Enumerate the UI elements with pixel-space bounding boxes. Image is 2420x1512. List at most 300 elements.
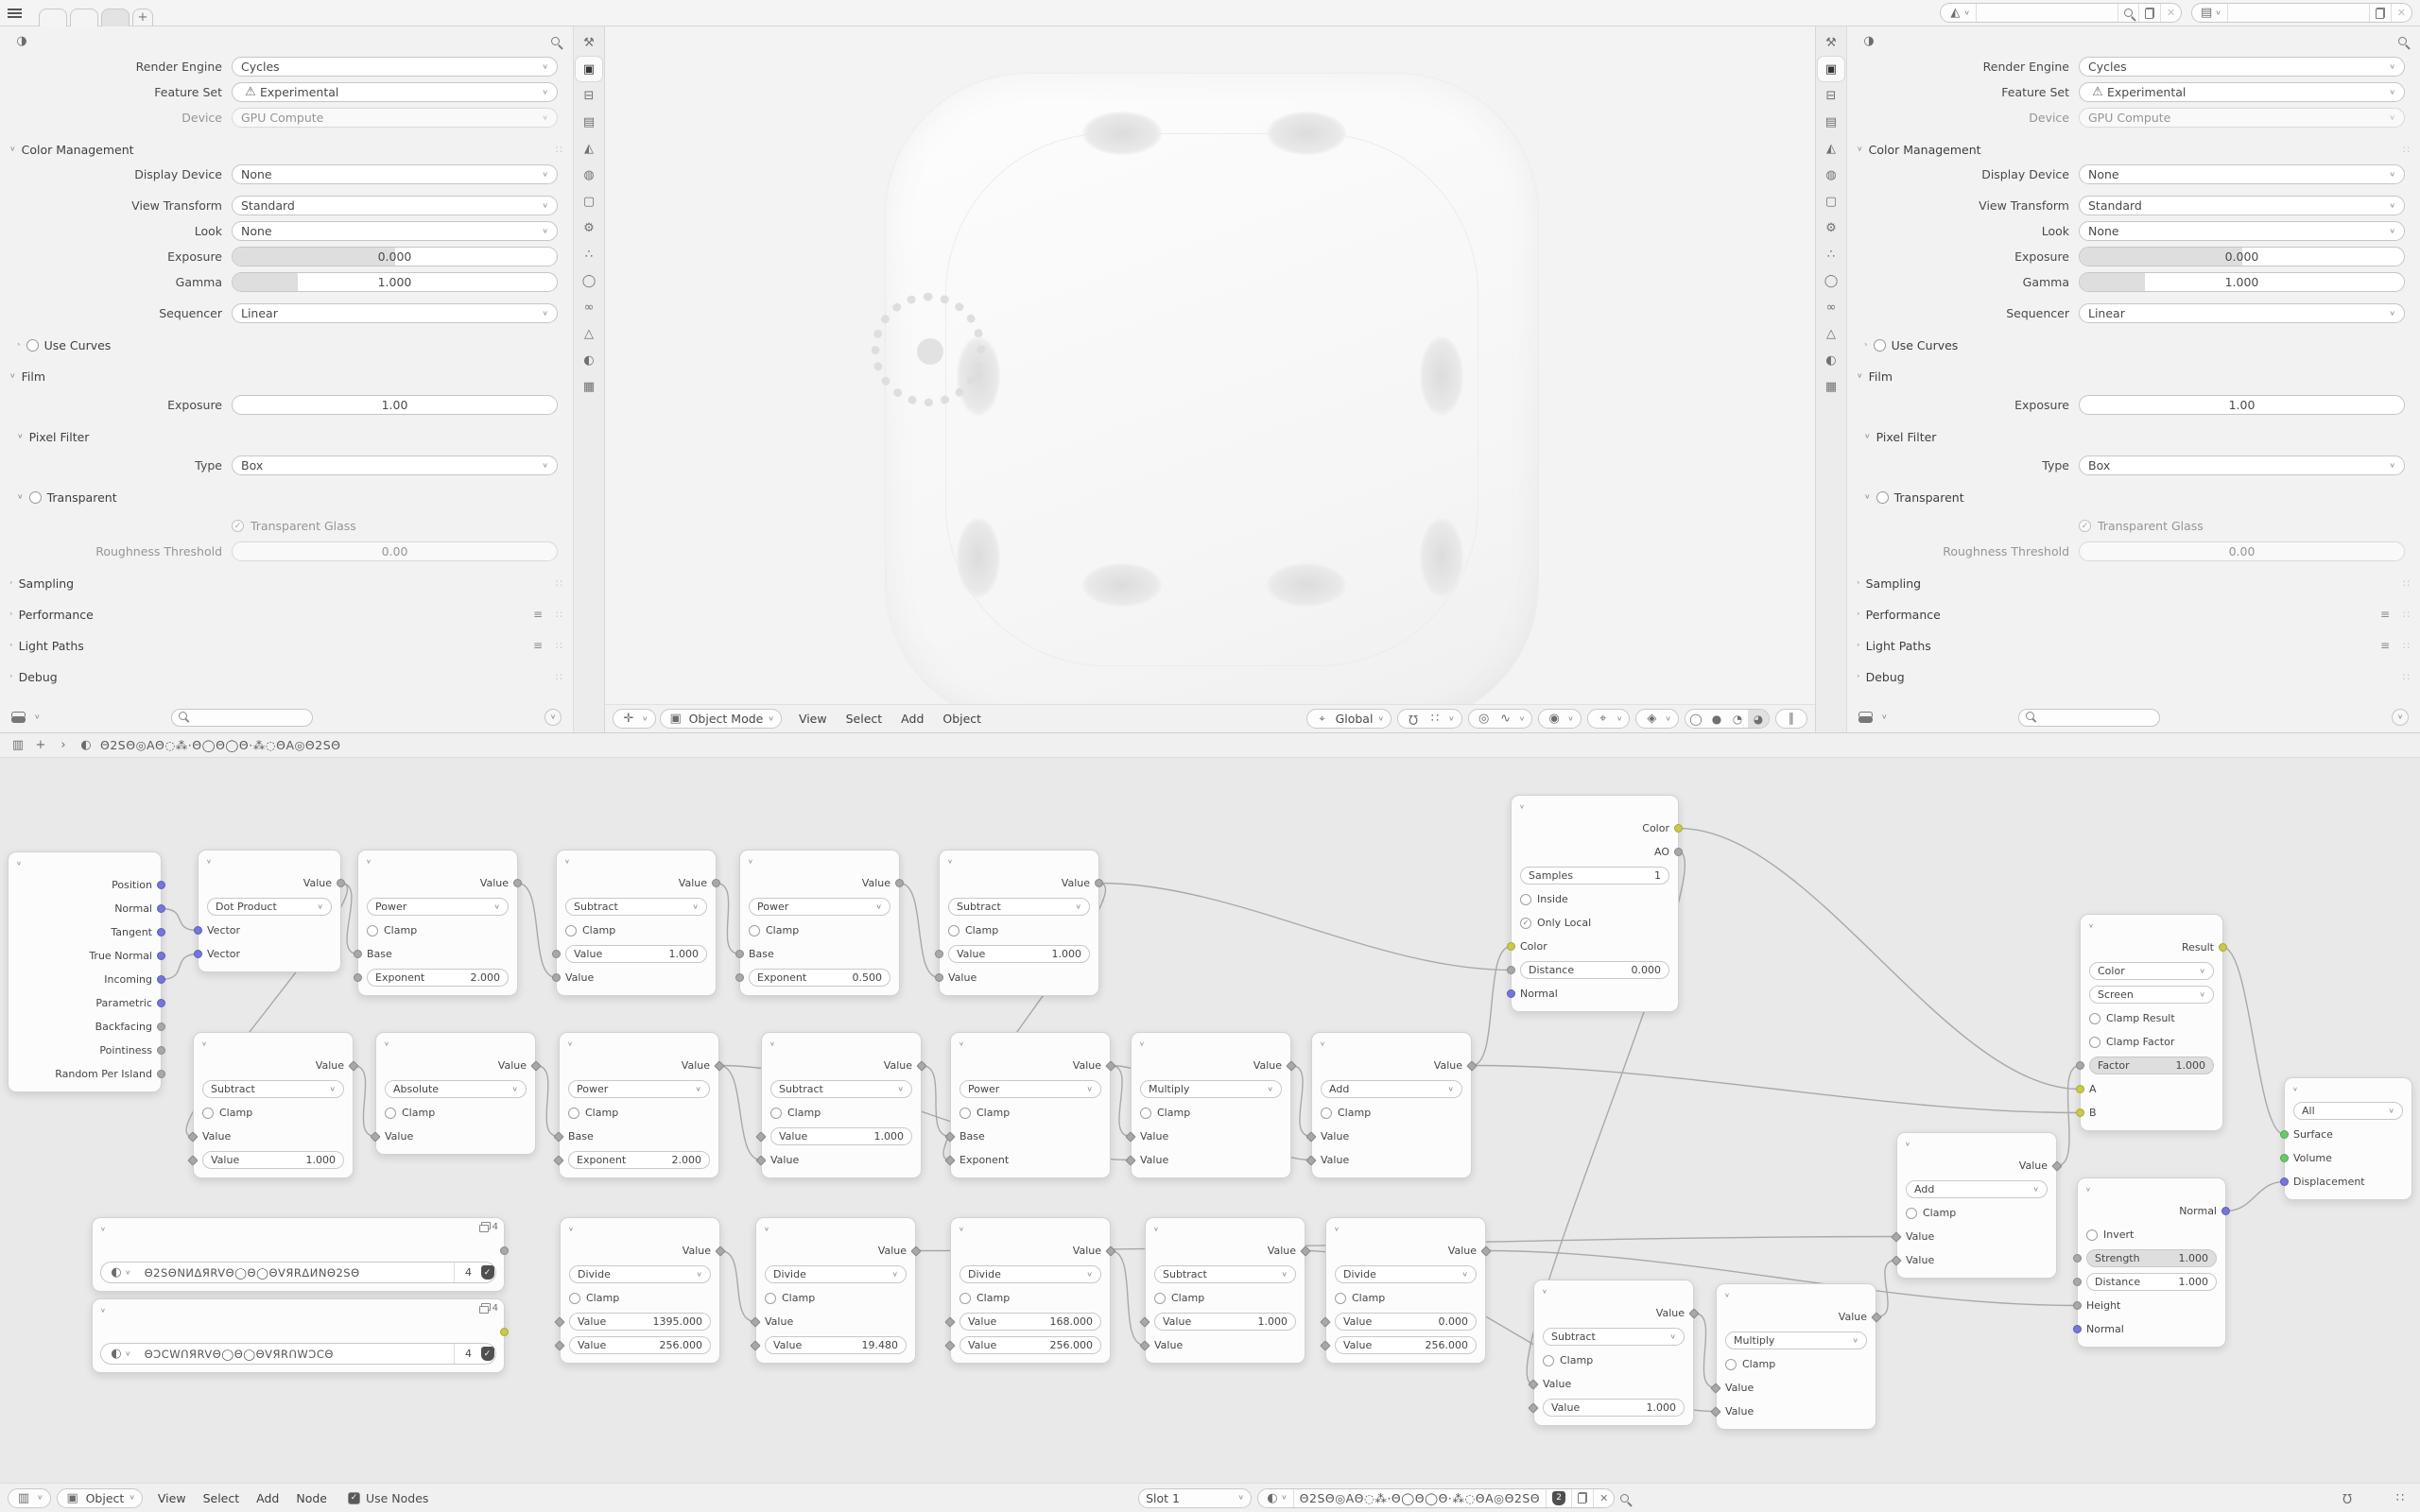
film-exposure-field[interactable]: 1.00 xyxy=(2079,395,2405,415)
subsection-use-curves[interactable]: › Use Curves xyxy=(17,337,112,352)
viewlayer-name-field[interactable] xyxy=(2228,4,2370,22)
image-user-count[interactable]: 4 xyxy=(454,1263,482,1282)
transparent-checkbox[interactable] xyxy=(1876,491,1889,504)
props-tab-scene[interactable]: ◭ xyxy=(584,141,594,156)
value-field[interactable]: Exponent 0.500 xyxy=(749,969,890,987)
material-datablock[interactable]: ◐ ∨ Θ2SΘ◎AΘ◌⁂·Θ◯Θ◯Θ·⁂◌ΘA◎Θ2SΘ 2 ✕ xyxy=(1257,1488,1615,1508)
value-field[interactable]: Value 1395.000 xyxy=(569,1313,711,1331)
operation-select[interactable]: Subtract ∨ xyxy=(770,1080,912,1098)
section-performance[interactable]: › Performance ≡ ∷ xyxy=(1857,607,2411,622)
socket[interactable] xyxy=(500,1328,509,1336)
properties-editor-icon[interactable]: ◑ xyxy=(16,33,27,48)
operation-select[interactable]: Divide ∨ xyxy=(569,1265,711,1283)
props-tab-constraints[interactable]: ∞ xyxy=(1825,300,1837,315)
collapse-icon[interactable]: ∨ xyxy=(568,1225,574,1232)
drag-dots-icon[interactable]: ∷ xyxy=(2403,670,2411,683)
checkbox[interactable] xyxy=(1321,1108,1332,1119)
scene-name-field[interactable] xyxy=(1977,4,2118,22)
exposure-slider[interactable]: 0.000 xyxy=(232,247,558,266)
node-sub_c[interactable] xyxy=(193,1032,354,1178)
operation-select[interactable]: Subtract ∨ xyxy=(1154,1265,1296,1283)
render-engine-select[interactable]: Cycles ∨ xyxy=(232,57,558,77)
transparent-glass-checkbox[interactable]: ✓ Transparent Glass xyxy=(2079,519,2204,533)
operation-select[interactable]: All ∨ xyxy=(2293,1102,2403,1120)
collapse-icon[interactable]: ∨ xyxy=(1724,1291,1730,1298)
unlink-icon[interactable]: ✕ xyxy=(1599,1491,1609,1504)
socket[interactable] xyxy=(354,950,362,958)
fake-user-icon[interactable]: 2 xyxy=(1552,1491,1565,1505)
socket[interactable] xyxy=(157,1046,165,1055)
value-field[interactable]: Value 0.000 xyxy=(1335,1313,1477,1331)
node-geometry[interactable] xyxy=(8,851,162,1092)
value-field[interactable]: Value 256.000 xyxy=(1335,1336,1477,1354)
socket[interactable] xyxy=(552,950,561,958)
copy-icon[interactable] xyxy=(2376,8,2385,19)
socket[interactable] xyxy=(157,975,165,984)
checkbox[interactable] xyxy=(568,1108,579,1119)
props-tab-material[interactable]: ◐ xyxy=(1825,352,1837,368)
editor-type-button[interactable]: ▥ ∨ xyxy=(8,1488,51,1508)
checkbox[interactable] xyxy=(2086,1229,2098,1241)
checkbox[interactable] xyxy=(765,1293,776,1304)
image-user-count[interactable]: 4 xyxy=(454,1344,482,1364)
workspace-tab[interactable] xyxy=(70,9,98,26)
material-name-field[interactable]: Θ2SΘ◎AΘ◌⁂·Θ◯Θ◯Θ·⁂◌ΘA◎Θ2SΘ xyxy=(1294,1489,1547,1507)
checkbox[interactable] xyxy=(1154,1293,1166,1304)
props-tab-constraints[interactable]: ∞ xyxy=(583,300,595,315)
socket[interactable] xyxy=(1507,966,1515,974)
checkbox[interactable] xyxy=(2089,1037,2100,1048)
pause-render-button[interactable] xyxy=(1775,709,1807,729)
fake-user-button[interactable]: ✓ xyxy=(472,1262,496,1283)
menu-select[interactable]: Select xyxy=(202,1490,240,1505)
section-performance[interactable]: › Performance ≡ ∷ xyxy=(9,607,563,622)
viewport-3d[interactable] xyxy=(605,26,1815,732)
socket[interactable] xyxy=(735,973,744,982)
menu-object[interactable]: Object xyxy=(942,712,982,726)
subsection-pixel-filter[interactable]: ∨ Pixel Filter xyxy=(17,429,90,444)
socket[interactable] xyxy=(337,879,345,887)
node-div_a[interactable] xyxy=(560,1217,720,1364)
props-tab-particles[interactable]: ∴ xyxy=(1826,247,1836,262)
value-field[interactable]: Factor 1.000 xyxy=(2089,1057,2214,1074)
node-mix[interactable] xyxy=(2080,914,2223,1131)
section-light-paths[interactable]: › Light Paths ≡ ∷ xyxy=(9,638,563,653)
socket[interactable] xyxy=(2221,1207,2230,1215)
operation-select[interactable]: Divide ∨ xyxy=(1335,1265,1477,1283)
subsection-transparent[interactable]: ∨ Transparent xyxy=(1864,490,1964,505)
panel-nav-button[interactable]: ∨ xyxy=(2392,709,2409,726)
menu-view[interactable]: View xyxy=(157,1490,186,1505)
viewlayer-selector[interactable]: ▤ ∨ ✕ xyxy=(2191,3,2412,23)
section-light-paths[interactable]: › Light Paths ≡ ∷ xyxy=(1857,638,2411,653)
use-curves-checkbox[interactable] xyxy=(26,339,39,352)
subsection-transparent[interactable]: ∨ Transparent xyxy=(17,490,117,505)
menu-node[interactable]: Node xyxy=(296,1490,327,1505)
node-add_b[interactable] xyxy=(1896,1132,2057,1279)
copy-icon[interactable] xyxy=(2145,8,2154,19)
operation-select[interactable]: Subtract ∨ xyxy=(202,1080,344,1098)
collapse-icon[interactable]: ∨ xyxy=(959,1040,964,1047)
value-field[interactable]: Value 168.000 xyxy=(959,1313,1101,1331)
socket[interactable] xyxy=(895,879,904,887)
properties-editor-icon[interactable]: ◑ xyxy=(1863,33,1875,48)
editor-node-icon[interactable]: ▥ xyxy=(11,738,25,752)
close-icon[interactable]: ✕ xyxy=(2166,7,2176,19)
props-tab-scene[interactable]: ◭ xyxy=(1826,141,1836,156)
proportional-editing[interactable]: ◎ ∿ ∨ xyxy=(1468,709,1533,729)
checkbox[interactable] xyxy=(948,925,959,936)
use-curves-checkbox[interactable] xyxy=(1874,339,1886,352)
operation-select[interactable]: Add ∨ xyxy=(1906,1180,2048,1198)
pin-icon[interactable] xyxy=(2124,9,2133,17)
props-tab-modifiers[interactable]: ⚙ xyxy=(583,220,595,235)
value-field[interactable]: Distance 0.000 xyxy=(1520,961,1669,979)
collapse-icon[interactable]: ∨ xyxy=(947,857,953,865)
collapse-icon[interactable]: ∨ xyxy=(567,1040,573,1047)
material-slot-select[interactable]: Slot 1 ∨ xyxy=(1138,1488,1252,1508)
props-tab-particles[interactable]: ∴ xyxy=(584,247,594,262)
filter-toggle-icon[interactable] xyxy=(11,712,26,723)
props-tab-modifiers[interactable]: ⚙ xyxy=(1825,220,1837,235)
gamma-slider[interactable]: 1.000 xyxy=(2079,272,2405,292)
props-tab-object[interactable]: ▢ xyxy=(582,194,596,209)
socket[interactable] xyxy=(735,950,744,958)
use-nodes-checkbox[interactable]: ✓ Use Nodes xyxy=(348,1491,428,1505)
collapse-icon[interactable]: ∨ xyxy=(748,857,753,865)
section-sampling[interactable]: › Sampling ∷ xyxy=(9,576,563,591)
shading-wireframe[interactable]: ◯ xyxy=(1689,712,1703,726)
node-dot[interactable] xyxy=(198,850,341,972)
node-out[interactable] xyxy=(2284,1077,2412,1200)
node-sub_b[interactable] xyxy=(939,850,1099,996)
node-add_a[interactable] xyxy=(1311,1032,1472,1178)
overlay-icon[interactable] xyxy=(2365,1489,2382,1506)
props-tab-material[interactable]: ◐ xyxy=(583,352,595,368)
socket[interactable] xyxy=(712,879,720,887)
props-tab-tool[interactable]: ⚒ xyxy=(1825,35,1837,50)
display-device-select[interactable]: None ∨ xyxy=(2079,164,2405,184)
drag-dots-icon[interactable]: ∷ xyxy=(556,143,563,156)
shading-rendered[interactable]: ◕ xyxy=(1748,710,1769,728)
collapse-icon[interactable]: ∨ xyxy=(1542,1287,1547,1295)
collapse-icon[interactable]: ∨ xyxy=(1905,1140,1910,1147)
props-tab-render[interactable]: ▣ xyxy=(1818,57,1844,81)
socket[interactable] xyxy=(194,950,202,958)
socket[interactable] xyxy=(2219,943,2227,952)
socket[interactable] xyxy=(194,926,202,935)
panel-nav-button[interactable]: ∨ xyxy=(544,709,562,726)
section-color-management[interactable]: ∨ Color Management ∷ xyxy=(1857,142,2411,157)
collapse-icon[interactable]: ∨ xyxy=(769,1040,775,1047)
props-tab-object[interactable]: ▢ xyxy=(1824,194,1838,209)
checkbox[interactable] xyxy=(959,1293,971,1304)
socket[interactable] xyxy=(935,950,943,958)
node-power_a[interactable] xyxy=(357,850,518,996)
image-datablock[interactable]: ◐ ∨ Θ2SΘNИΔЯRVΘ◯Θ◯ΘVЯRΔИNΘ2SΘ 4 xyxy=(100,1262,483,1283)
socket[interactable] xyxy=(2076,1061,2084,1070)
section-color-management[interactable]: ∨ Color Management ∷ xyxy=(9,142,563,157)
node-canvas[interactable] xyxy=(0,758,2420,1483)
transparent-glass-checkbox[interactable]: ✓ Transparent Glass xyxy=(232,519,356,533)
socket[interactable] xyxy=(2073,1301,2082,1310)
checkbox[interactable] xyxy=(565,925,577,936)
checkbox[interactable] xyxy=(385,1108,396,1119)
drag-dots-icon[interactable]: ∷ xyxy=(2403,143,2411,156)
shader-type-select[interactable]: ▣ Object ∨ xyxy=(57,1488,143,1508)
value-field[interactable]: Value 1.000 xyxy=(1543,1399,1685,1417)
node-img2[interactable] xyxy=(92,1298,505,1373)
collapse-icon[interactable]: ∨ xyxy=(2085,1185,2091,1193)
checkbox[interactable] xyxy=(569,1293,580,1304)
operation-select[interactable]: Absolute ∨ xyxy=(385,1080,527,1098)
socket[interactable] xyxy=(157,928,165,936)
checkbox[interactable] xyxy=(202,1108,214,1119)
collapse-icon[interactable]: ∨ xyxy=(384,1040,389,1047)
props-tab-texture[interactable]: ▦ xyxy=(582,379,596,394)
value-field[interactable]: Value 1.000 xyxy=(1154,1313,1296,1331)
subsection-pixel-filter[interactable]: ∨ Pixel Filter xyxy=(1864,429,1937,444)
display-device-select[interactable]: None ∨ xyxy=(232,164,558,184)
props-tab-tool[interactable]: ⚒ xyxy=(583,35,595,50)
close-icon[interactable]: ✕ xyxy=(2396,7,2406,19)
props-tab-physics[interactable]: ◯ xyxy=(581,273,596,288)
socket[interactable] xyxy=(500,1246,509,1255)
node-mul_a[interactable] xyxy=(1131,1032,1291,1178)
socket[interactable] xyxy=(354,973,362,982)
operation-select[interactable]: Multiply ∨ xyxy=(1140,1080,1282,1098)
collapse-icon[interactable]: ∨ xyxy=(100,1225,106,1232)
drag-dots-icon[interactable]: ∷ xyxy=(2403,576,2411,590)
props-tab-object-data[interactable]: △ xyxy=(584,326,594,341)
checkbox[interactable] xyxy=(1335,1293,1346,1304)
image-datablock[interactable]: ◐ ∨ ΘƆCWՈЯRVΘ◯Θ◯ΘVЯRՈWƆCΘ 4 xyxy=(100,1343,483,1365)
props-tab-output[interactable]: ⊟ xyxy=(583,88,595,103)
socket[interactable] xyxy=(1095,879,1103,887)
operation-select[interactable]: Multiply ∨ xyxy=(1725,1332,1867,1349)
drag-dots-icon[interactable]: ∷ xyxy=(556,639,563,652)
socket[interactable] xyxy=(513,879,522,887)
preset-list-icon[interactable]: ≡ xyxy=(2379,608,2390,621)
socket[interactable] xyxy=(2073,1278,2082,1286)
checkbox[interactable] xyxy=(1906,1208,1917,1219)
add-workspace-button[interactable]: + xyxy=(132,9,153,26)
operation-select[interactable]: Subtract ∨ xyxy=(948,898,1090,916)
socket[interactable] xyxy=(1507,942,1515,951)
menu-add[interactable]: Add xyxy=(256,1490,280,1505)
preset-list-icon[interactable]: ≡ xyxy=(532,639,543,652)
socket[interactable] xyxy=(157,1070,165,1078)
value-field[interactable]: Value 1.000 xyxy=(565,945,707,963)
node-bump[interactable] xyxy=(2077,1177,2226,1348)
drag-dots-icon[interactable]: ∷ xyxy=(2403,608,2411,621)
value-field[interactable]: Distance 1.000 xyxy=(2086,1273,2217,1291)
checkbox[interactable] xyxy=(2089,1013,2100,1024)
checkbox[interactable] xyxy=(770,1108,782,1119)
snap-magnet-icon[interactable]: Ω xyxy=(2342,1490,2352,1505)
view-transform-select[interactable]: Standard ∨ xyxy=(232,196,558,215)
props-tab-output[interactable]: ⊟ xyxy=(1825,88,1837,103)
collapse-icon[interactable]: ∨ xyxy=(959,1225,964,1232)
node-sub_e[interactable] xyxy=(1145,1217,1305,1364)
pixel-filter-type-select[interactable]: Box ∨ xyxy=(232,455,558,475)
collapse-icon[interactable]: ∨ xyxy=(564,857,570,865)
filter-toggle-icon[interactable] xyxy=(1858,712,1874,723)
node-power_b[interactable] xyxy=(739,850,900,996)
mode-select[interactable]: ▣ Object Mode ∨ xyxy=(660,709,782,729)
props-tab-physics[interactable]: ◯ xyxy=(1824,273,1839,288)
film-exposure-field[interactable]: 1.00 xyxy=(232,395,558,415)
checkbox[interactable] xyxy=(1725,1359,1737,1370)
options-icon[interactable]: ∷ xyxy=(2395,1490,2405,1505)
operation-select[interactable]: Power ∨ xyxy=(568,1080,710,1098)
node-sub_f[interactable] xyxy=(1533,1280,1694,1426)
collapse-icon[interactable]: ∨ xyxy=(1153,1225,1159,1232)
props-tab-world[interactable]: ◍ xyxy=(1825,167,1837,182)
search-input[interactable] xyxy=(171,709,313,727)
look-select[interactable]: None ∨ xyxy=(232,221,558,241)
exposure-slider[interactable]: 0.000 xyxy=(2079,247,2405,266)
collapse-icon[interactable]: ∨ xyxy=(100,1306,106,1314)
render-engine-select[interactable]: Cycles ∨ xyxy=(2079,57,2405,77)
node-power_d[interactable] xyxy=(950,1032,1111,1178)
fake-user-button[interactable]: ✓ xyxy=(472,1343,496,1365)
image-name-field[interactable]: Θ2SΘNИΔЯRVΘ◯Θ◯ΘVЯRΔИNΘ2SΘ xyxy=(144,1265,360,1280)
socket[interactable] xyxy=(552,973,561,982)
value-field[interactable]: Strength 1.000 xyxy=(2086,1249,2217,1267)
pin-icon[interactable] xyxy=(1620,1494,1629,1503)
socket[interactable] xyxy=(2076,1085,2084,1093)
pin-icon[interactable] xyxy=(551,37,560,45)
image-name-field[interactable]: ΘƆCWՈЯRVΘ◯Θ◯ΘVЯRՈWƆCΘ xyxy=(144,1347,334,1361)
value-field[interactable]: Value 256.000 xyxy=(959,1336,1101,1354)
preset-list-icon[interactable]: ≡ xyxy=(2379,639,2390,652)
operation-select[interactable]: Power ∨ xyxy=(959,1080,1101,1098)
value-field[interactable]: Value 256.000 xyxy=(569,1336,711,1354)
shading-solid[interactable]: ● xyxy=(1711,712,1722,726)
app-menu-icon[interactable] xyxy=(8,12,22,14)
snap-toggle[interactable]: Ω ∷ ∨ xyxy=(1397,709,1462,729)
operation-select[interactable]: Divide ∨ xyxy=(765,1265,907,1283)
checkbox[interactable] xyxy=(959,1108,971,1119)
sequencer-select[interactable]: Linear ∨ xyxy=(2079,303,2405,323)
checkbox[interactable] xyxy=(749,925,760,936)
operation-select[interactable]: Dot Product ∨ xyxy=(207,898,332,916)
socket[interactable] xyxy=(2076,1108,2084,1117)
collapse-icon[interactable]: ∨ xyxy=(366,857,372,865)
node-sub_d[interactable] xyxy=(761,1032,922,1178)
shading-material[interactable]: ◔ xyxy=(1732,712,1743,726)
pin-icon[interactable] xyxy=(2398,37,2407,45)
pixel-filter-type-select[interactable]: Box ∨ xyxy=(2079,455,2405,475)
props-tab-object-data[interactable]: △ xyxy=(1826,326,1836,341)
copy-icon[interactable] xyxy=(1578,1492,1587,1503)
checkbox[interactable] xyxy=(1543,1355,1554,1366)
operation-select[interactable]: Add ∨ xyxy=(1321,1080,1462,1098)
operation-select[interactable]: Subtract ∨ xyxy=(565,898,707,916)
operation-select[interactable]: Power ∨ xyxy=(367,898,509,916)
checkbox[interactable]: ✓ xyxy=(1520,918,1531,929)
node-power_c[interactable] xyxy=(559,1032,719,1178)
operation-select[interactable]: Color ∨ xyxy=(2089,962,2214,980)
workspace-tab[interactable] xyxy=(101,9,130,26)
value-field[interactable]: Exponent 2.000 xyxy=(367,969,509,987)
checkbox[interactable] xyxy=(1140,1108,1151,1119)
workspace-tab[interactable] xyxy=(39,9,67,26)
operation-select[interactable]: Subtract ∨ xyxy=(1543,1328,1685,1346)
node-div_b[interactable] xyxy=(755,1217,916,1364)
transform-orientation-select[interactable]: ⌖ Global ∨ xyxy=(1306,709,1392,729)
view-transform-select[interactable]: Standard ∨ xyxy=(2079,196,2405,215)
operation-select[interactable]: Divide ∨ xyxy=(959,1265,1101,1283)
node-ao[interactable] xyxy=(1511,795,1679,1012)
props-tab-view-layer[interactable]: ▤ xyxy=(582,114,596,129)
value-field[interactable]: Value 1.000 xyxy=(770,1127,912,1145)
menu-select[interactable]: Select xyxy=(845,712,883,726)
socket[interactable] xyxy=(1507,989,1515,998)
node-div_d[interactable] xyxy=(1325,1217,1486,1364)
value-field[interactable]: Value 1.000 xyxy=(948,945,1090,963)
feature-set-select[interactable]: ⚠ Experimental ∨ xyxy=(2079,82,2405,102)
collapse-icon[interactable]: ∨ xyxy=(16,859,22,867)
socket[interactable] xyxy=(157,1022,165,1031)
collapse-icon[interactable]: ∨ xyxy=(1334,1225,1340,1232)
node-mul_b[interactable] xyxy=(1716,1283,1876,1430)
socket[interactable] xyxy=(2280,1177,2289,1186)
overlays-toggle[interactable]: ◈ ∨ xyxy=(1635,709,1679,729)
value-field[interactable]: Value 19.480 xyxy=(765,1336,907,1354)
section-debug[interactable]: › Debug ∷ xyxy=(1857,669,2411,684)
scene-selector[interactable]: ◭ ∨ ✕ xyxy=(1940,3,2182,23)
section-sampling[interactable]: › Sampling ∷ xyxy=(1857,576,2411,591)
node-abs_a[interactable] xyxy=(375,1032,536,1155)
operation-select[interactable]: Power ∨ xyxy=(749,898,890,916)
socket[interactable] xyxy=(935,973,943,982)
socket[interactable] xyxy=(157,904,165,913)
node-img1[interactable] xyxy=(92,1217,505,1292)
menu-view[interactable]: View xyxy=(798,712,827,726)
socket[interactable] xyxy=(157,999,165,1007)
props-tab-world[interactable]: ◍ xyxy=(583,167,595,182)
collapse-icon[interactable]: ∨ xyxy=(1519,802,1525,810)
props-tab-texture[interactable]: ▦ xyxy=(1824,379,1838,394)
section-film[interactable]: ∨ Film xyxy=(9,369,45,384)
sequencer-select[interactable]: Linear ∨ xyxy=(232,303,558,323)
drag-dots-icon[interactable]: ∷ xyxy=(2403,639,2411,652)
socket[interactable] xyxy=(157,952,165,960)
socket[interactable] xyxy=(157,881,165,889)
add-icon[interactable]: + xyxy=(35,738,46,752)
collapse-icon[interactable]: ∨ xyxy=(1139,1040,1145,1047)
props-tab-render[interactable]: ▣ xyxy=(576,57,602,81)
checkbox[interactable] xyxy=(367,925,378,936)
search-input[interactable] xyxy=(2018,709,2160,727)
collapse-icon[interactable]: ∨ xyxy=(764,1225,769,1232)
collapse-icon[interactable]: ∨ xyxy=(201,1040,207,1047)
collapse-icon[interactable]: ∨ xyxy=(206,857,212,865)
node-sub_a[interactable] xyxy=(556,850,717,996)
editor-type-button[interactable]: ✛ ∨ xyxy=(613,709,656,729)
section-film[interactable]: ∨ Film xyxy=(1857,369,1893,384)
visibility-toggle[interactable]: ◉ ∨ xyxy=(1538,709,1582,729)
section-debug[interactable]: › Debug ∷ xyxy=(9,669,563,684)
collapse-icon[interactable]: ∨ xyxy=(2292,1085,2298,1092)
value-field[interactable]: Value 1.000 xyxy=(202,1151,344,1169)
socket[interactable] xyxy=(1674,848,1683,856)
socket[interactable] xyxy=(2280,1130,2289,1139)
collapse-icon[interactable]: ∨ xyxy=(2088,921,2094,929)
value-field[interactable]: Exponent 2.000 xyxy=(568,1151,710,1169)
